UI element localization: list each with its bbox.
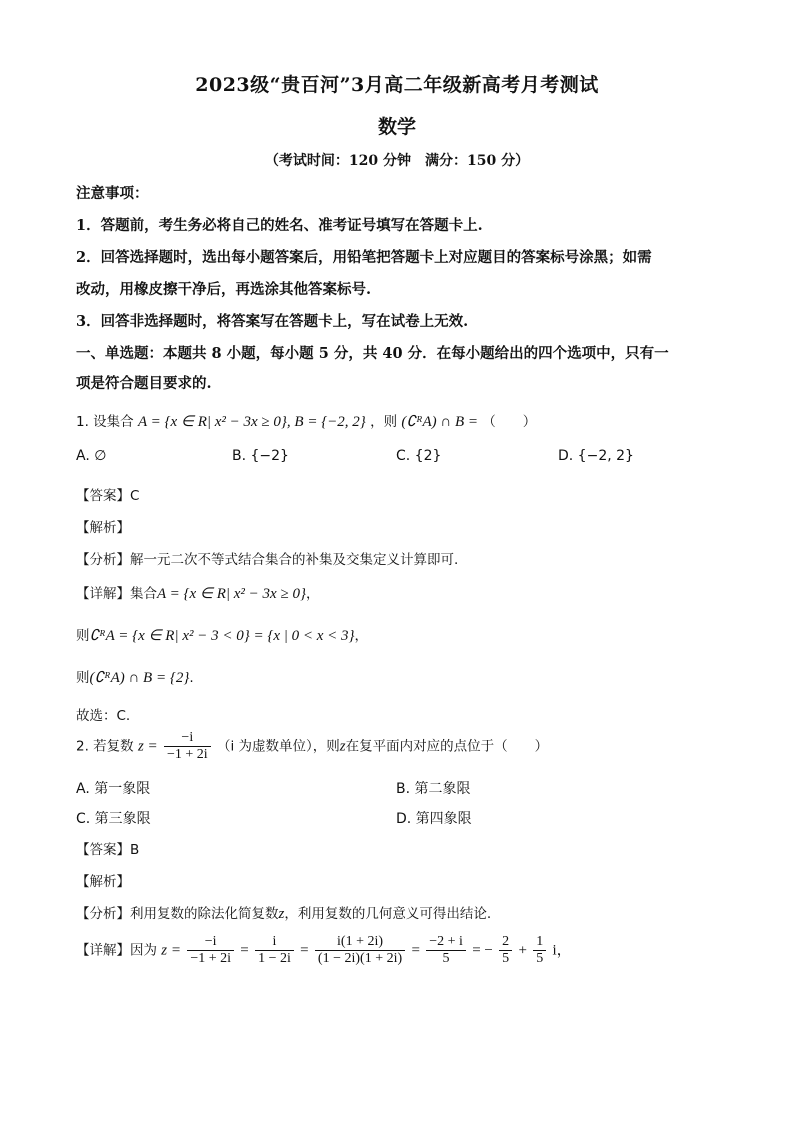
- q2-z-eq: z =: [137, 738, 158, 755]
- q2-frac-den: −1 + 2i: [166, 747, 208, 762]
- section1-heading-b: 项是符合题目要求的.: [76, 375, 212, 392]
- equals-sign: =: [300, 942, 309, 959]
- q1-detail-3-label: 则: [76, 670, 90, 686]
- equals-minus: = −: [472, 942, 493, 959]
- frac-den: 1 − 2i: [258, 951, 291, 966]
- q1-detail-3-math: (∁ᴿA) ∩ B = {2}: [89, 670, 190, 686]
- exam-info: （考试时间：120 分钟 满分：150 分）: [264, 153, 530, 169]
- q2-suffix: （i 为虚数单位），则: [216, 738, 340, 755]
- q1-detail-2: [76, 624, 368, 645]
- q2-option-a: A. 第一象限: [76, 781, 151, 797]
- q1-option-b: B. {−2}: [232, 448, 289, 464]
- q1-expr: (∁ᴿA) ∩ B =: [401, 414, 478, 430]
- q2-detail-frac-1: [187, 934, 234, 967]
- q1-analysis-label: 【解析】: [76, 520, 130, 536]
- note-item-1: 1．答题前，考生务必将自己的姓名、准考证号填写在答题卡上.: [76, 217, 483, 234]
- q2-frac-num: −i: [164, 730, 211, 747]
- note-item-2a: 2．回答选择题时，选出每小题答案后，用铅笔把答题卡上对应题目的答案标号涂黑；如需: [76, 249, 652, 266]
- q2-fenxi-z: z: [278, 906, 285, 922]
- equals-sign: =: [411, 942, 420, 959]
- exam-title: 2023级“贵百河”3月高二年级新高考月考测试: [195, 74, 599, 96]
- q2-detail-frac-3: [315, 934, 405, 967]
- q2-detail-frac-4: [426, 934, 466, 967]
- frac-num: 1: [533, 934, 546, 951]
- q1-detail-1: [76, 582, 319, 603]
- q1-stem: [76, 410, 536, 431]
- frac-num: −i: [187, 934, 234, 951]
- frac-den: 5: [442, 951, 450, 966]
- frac-num: 2: [499, 934, 512, 951]
- q1-paren: （ ）: [482, 414, 537, 430]
- q2-option-c: C. 第三象限: [76, 811, 151, 827]
- frac-num: i(1 + 2i): [315, 934, 405, 951]
- q2-fenxi-b: ，利用复数的几何意义可得出结论.: [284, 906, 492, 922]
- q1-fenxi: 【分析】解一元二次不等式结合集合的补集及交集定义计算即可.: [76, 552, 459, 568]
- q2-prefix: 2. 若复数: [76, 738, 134, 755]
- notes-heading: 注意事项：: [76, 185, 149, 202]
- q1-detail-1-label: 【详解】集合: [76, 586, 157, 602]
- q1-middle: ，则: [370, 414, 398, 430]
- q2-detail-z: z =: [161, 942, 182, 959]
- q1-detail-3: [76, 666, 194, 687]
- q2-detail-tail: i，: [552, 942, 572, 959]
- q2-fenxi: [76, 902, 491, 923]
- q1-detail-2-end: ，: [354, 628, 369, 644]
- section1-heading-a: 一、单选题：本题共 8 小题，每小题 5 分，共 40 分．在每小题给出的四个选项中，只有一: [76, 345, 669, 362]
- subject-title: 数学: [377, 116, 416, 138]
- q1-detail-1-math: A = {x ∈ R| x² − 3x ≥ 0}: [157, 586, 306, 602]
- plus-sign: +: [518, 942, 527, 959]
- q2-analysis-label: 【解析】: [76, 874, 130, 890]
- q1-detail-3-end: .: [189, 670, 194, 686]
- note-item-3: 3．回答非选择题时，将答案写在答题卡上，写在试卷上无效.: [76, 313, 469, 330]
- q2-detail-frac-6: [533, 934, 546, 967]
- q2-fraction: [164, 730, 211, 763]
- frac-den: 5: [536, 951, 544, 966]
- frac-den: −1 + 2i: [190, 951, 231, 966]
- q1-detail-1-end: ，: [305, 586, 320, 602]
- q2-answer: 【答案】B: [76, 842, 140, 858]
- q2-fenxi-a: 【分析】利用复数的除法化简复数: [76, 906, 279, 922]
- q2-detail: [76, 934, 572, 967]
- q1-conclusion: 故选：C.: [76, 708, 131, 724]
- q1-option-c: C. {2}: [396, 448, 442, 464]
- q2-option-d: D. 第四象限: [396, 811, 472, 827]
- q2-stem: [76, 730, 548, 763]
- frac-den: (1 − 2i)(1 + 2i): [317, 951, 403, 966]
- q2-detail-label: 【详解】因为: [76, 942, 157, 959]
- q1-option-a: A. ∅: [76, 448, 107, 464]
- frac-den: 5: [502, 951, 510, 966]
- note-item-2b: 改动，用橡皮擦干净后，再选涂其他答案标号.: [76, 281, 372, 298]
- frac-num: i: [255, 934, 294, 951]
- q1-set-a: A = {x ∈ R| x² − 3x ≥ 0}, B = {−2, 2}: [137, 414, 366, 430]
- q1-answer: 【答案】C: [76, 488, 140, 504]
- equals-sign: =: [240, 942, 249, 959]
- q1-detail-2-label: 则: [76, 628, 90, 644]
- q1-detail-2-math: ∁ᴿA = {x ∈ R| x² − 3 < 0} = {x | 0 < x < 3}: [89, 628, 355, 644]
- q2-suffix2: 在复平面内对应的点位于（ ）: [345, 738, 549, 755]
- q2-detail-frac-2: [255, 934, 294, 967]
- q2-detail-frac-5: [499, 934, 512, 967]
- q1-option-d: D. {−2, 2}: [558, 448, 634, 464]
- frac-num: −2 + i: [426, 934, 466, 951]
- q2-z: z: [339, 738, 346, 755]
- q1-prefix: 1. 设集合: [76, 414, 134, 430]
- q2-option-b: B. 第二象限: [396, 781, 471, 797]
